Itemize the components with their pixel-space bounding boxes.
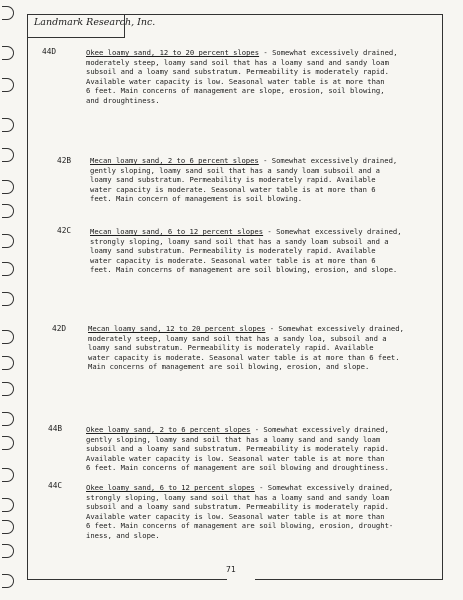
binder-ring [2, 46, 14, 60]
soil-title: Mecan loamy sand, 6 to 12 percent slopes [90, 227, 264, 236]
map-unit-code: 42D [52, 324, 67, 333]
binder-rings [0, 0, 22, 600]
binder-ring [2, 204, 14, 218]
company-header: Landmark Research, Inc. [34, 17, 156, 28]
soil-title: Okee loamy sand, 2 to 6 percent slopes [86, 425, 251, 434]
binder-ring [2, 330, 14, 344]
soil-title: Okee loamy sand, 6 to 12 percent slopes [86, 483, 255, 492]
binder-ring [2, 520, 14, 534]
soil-description: Mecan loamy sand, 6 to 12 percent slopes - Somewhat excessively drained, strongly sloping, loamy sand soil that has a sandy loam subsoil and a loamy sand substratum. Permeability is moderately rapid. Available water capacity is moderate. Seasonal water table is at more than 6 feet. Main concerns of management are soil blowing, erosion, and slope. [90, 227, 402, 275]
soil-description: Mecan loamy sand, 12 to 20 percent slopes - Somewhat excessively drained, moderately steep, loamy sand soil that has a sandy loa, subsoil and a loamy sand substratum. Permeability is moderately rapid. Available water capacity is moderate. Seasonal water table is at more than 6 feet. Main concerns of management are soil blowing, erosion, and slope. [88, 324, 404, 372]
soil-description: Okee loamy sand, 2 to 6 percent slopes - Somewhat excessively drained, gently sloping, loamy sand soil that has a loamy sand and sandy loam subsoil and a loamy sand substratum. Permeability is moderately rapid. Available water capacity is low. Seasonal water table is at more than 6 feet. Main concerns of management are soil blowing and droughtiness. [86, 425, 389, 473]
soil-description: Mecan loamy sand, 2 to 6 percent slopes - Somewhat excessively drained, gently sloping, loamy sand soil that has a sandy loam subsoil and a loamy sand substratum. Permeability is moderately rapid. Available water capacity is moderate. Seasonal water table is at more than 6 feet. Main concern of management is soil blowing. [90, 156, 398, 204]
binder-ring [2, 468, 14, 482]
binder-ring [2, 382, 14, 396]
binder-ring [2, 180, 14, 194]
soil-description: Okee loamy sand, 12 to 20 percent slopes - Somewhat excessively drained, moderately steep, loamy sand soil that has a loamy sand and sandy loam subsoil and a loamy sand substratum. Permeability is moderately rapid. Available water capacity is low. Seasonal water table is at more than 6 feet. Main concerns of management are slope, erosion, soil blowing, and droughtiness. [86, 48, 398, 105]
binder-ring [2, 436, 14, 450]
soil-title: Mecan loamy sand, 2 to 6 percent slopes [90, 156, 259, 165]
binder-ring [2, 574, 14, 588]
binder-ring [2, 78, 14, 92]
map-unit-code: 44D [42, 47, 57, 56]
binder-ring [2, 356, 14, 370]
binder-ring [2, 6, 14, 20]
map-unit-code: 44B [48, 424, 63, 433]
binder-ring [2, 412, 14, 426]
binder-ring [2, 148, 14, 162]
map-unit-code: 44C [48, 481, 63, 490]
page-number-gap [227, 574, 255, 584]
map-unit-code: 42B [57, 156, 72, 165]
soil-title: Okee loamy sand, 12 to 20 percent slopes [86, 48, 260, 57]
binder-ring [2, 234, 14, 248]
binder-ring [2, 292, 14, 306]
binder-ring [2, 262, 14, 276]
soil-description: Okee loamy sand, 6 to 12 percent slopes - Somewhat excessively drained, strongly sloping, loamy sand soil that has a loamy sand and sandy loam subsoil and a loamy sand substratum. Permeability is moderately rapid. Available water capacity is low. Seasonal water table is at more than 6 feet. Main concerns of management are soil blowing, erosion, drought- iness, and slope. [86, 483, 394, 540]
map-unit-code: 42C [57, 226, 72, 235]
binder-ring [2, 498, 14, 512]
page-number: 71 [226, 565, 236, 574]
soil-title: Mecan loamy sand, 12 to 20 percent slopes [88, 324, 266, 333]
binder-ring [2, 118, 14, 132]
binder-ring [2, 544, 14, 558]
